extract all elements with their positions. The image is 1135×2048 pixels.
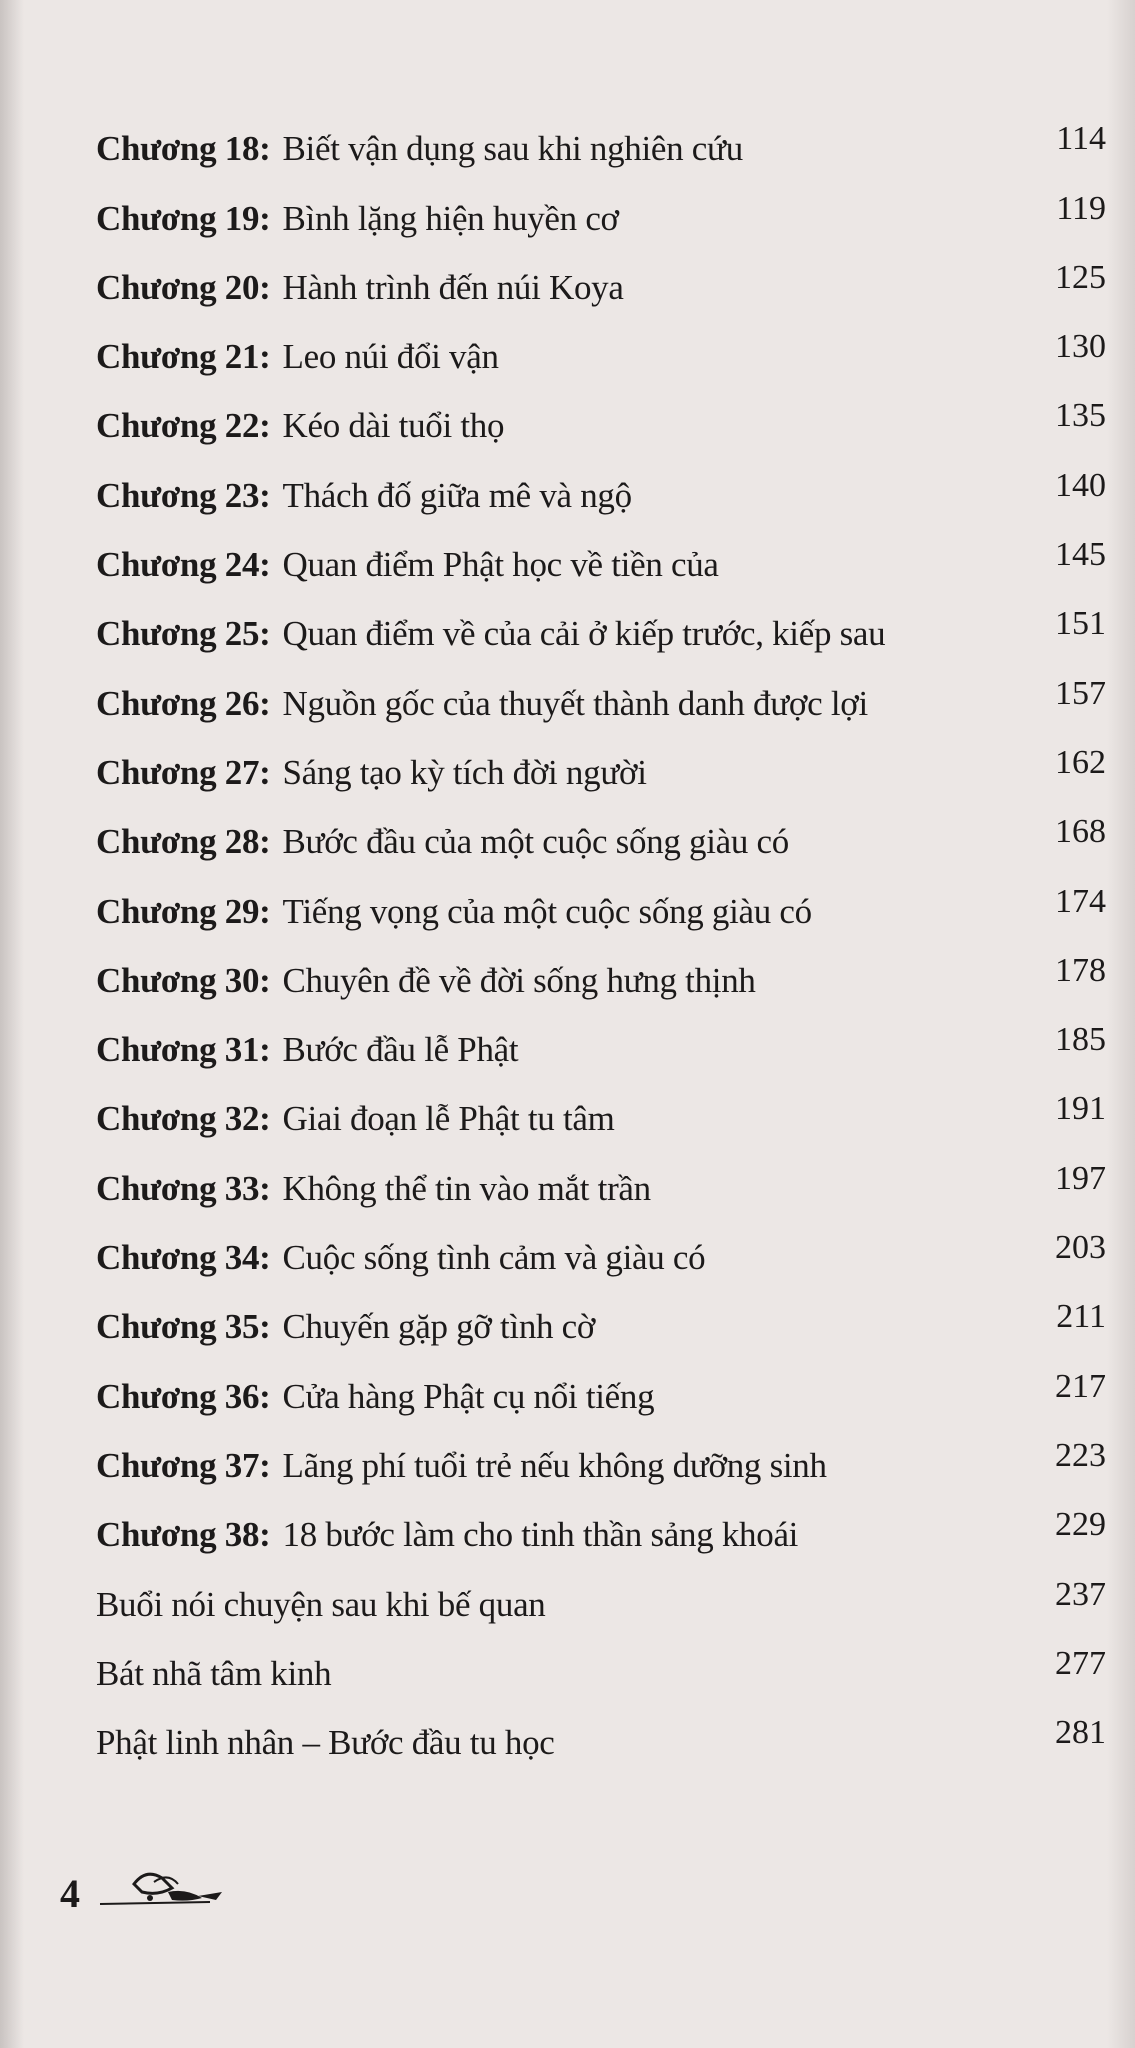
toc-entry-page-number: 178 (1055, 951, 1106, 989)
toc-entry-chapter-label: Chương 19: (96, 198, 271, 238)
toc-entry (96, 595, 1106, 664)
toc-entry-page-number: 174 (1055, 882, 1106, 920)
toc-entry-chapter-label: Chương 29: (96, 891, 271, 931)
toc-entry-title-text: Hành trình đến núi Koya (282, 267, 624, 307)
toc-entry-page-number: 203 (1055, 1229, 1106, 1267)
toc-entry (96, 1288, 1106, 1357)
toc-entry-page-number: 151 (1055, 605, 1106, 643)
toc-entry-title-text: Bước đầu lễ Phật (282, 1030, 519, 1070)
toc-entry-page-number: 145 (1055, 536, 1106, 574)
toc-entry-title (96, 1238, 705, 1278)
toc-entry-page-number: 191 (1055, 1090, 1106, 1128)
toc-entry-title-text: Chuyến gặp gỡ tình cờ (282, 1307, 596, 1347)
toc-entry-chapter-label: Chương 25: (96, 614, 271, 654)
toc-entry-title (96, 822, 789, 862)
toc-entry-title (96, 337, 499, 377)
toc-entry (96, 1219, 1106, 1288)
toc-entry-title-text: Phật linh nhân – Bước đầu tu học (96, 1723, 555, 1763)
toc-entry-title-text: Quan điểm Phật học về tiền của (282, 545, 719, 585)
toc-entry-title-text: Bình lặng hiện huyền cơ (282, 198, 619, 238)
toc-entry (96, 942, 1106, 1011)
toc-entry-chapter-label: Chương 30: (96, 960, 271, 1000)
toc-entry-title (96, 961, 756, 1001)
toc-entry-page-number: 217 (1055, 1367, 1106, 1405)
toc-entry-title (96, 129, 743, 169)
toc-entry-title-text: Lãng phí tuổi trẻ nếu không dưỡng sinh (282, 1445, 827, 1485)
toc-entry-title (96, 545, 719, 585)
toc-entry-title-text: Không thể tin vào mắt trần (282, 1168, 651, 1208)
toc-entry-title (96, 614, 885, 654)
table-of-contents (96, 110, 1106, 1773)
toc-entry-title-text: Chuyên đề về đời sống hưng thịnh (282, 960, 756, 1000)
toc-entry-title-text: Tiếng vọng của một cuộc sống giàu có (282, 891, 812, 931)
toc-entry-page-number: 237 (1055, 1575, 1106, 1613)
toc-entry-title-text: Thách đố giữa mê và ngộ (282, 475, 632, 515)
toc-entry-chapter-label: Chương 21: (96, 337, 271, 377)
toc-entry-chapter-label: Chương 20: (96, 267, 271, 307)
toc-entry (96, 1496, 1106, 1565)
toc-entry-title-text: Buổi nói chuyện sau khi bế quan (96, 1584, 546, 1624)
toc-entry-page-number: 130 (1055, 328, 1106, 366)
toc-entry-title (96, 406, 504, 446)
toc-entry-title (96, 684, 868, 724)
toc-entry (96, 664, 1106, 733)
toc-entry (96, 1635, 1106, 1704)
toc-entry (96, 1565, 1106, 1634)
toc-entry-page-number: 211 (1056, 1298, 1106, 1336)
toc-entry-chapter-label: Chương 31: (96, 1030, 271, 1070)
toc-entry-title-text: Cuộc sống tình cảm và giàu có (282, 1238, 706, 1278)
toc-entry (96, 249, 1106, 318)
toc-entry-title (96, 1099, 615, 1139)
toc-entry (96, 110, 1106, 179)
toc-entry-chapter-label: Chương 34: (96, 1238, 271, 1278)
toc-entry-title (96, 1723, 555, 1763)
toc-entry-title-text: Giai đoạn lễ Phật tu tâm (282, 1099, 615, 1139)
toc-entry (96, 734, 1106, 803)
toc-entry-chapter-label: Chương 38: (96, 1515, 271, 1555)
toc-entry (96, 1357, 1106, 1426)
toc-entry (96, 872, 1106, 941)
toc-entry-title (96, 476, 632, 516)
toc-entry-title (96, 1585, 546, 1625)
toc-entry (96, 1149, 1106, 1218)
toc-entry-chapter-label: Chương 26: (96, 683, 271, 723)
toc-entry-title-text: Kéo dài tuổi thọ (282, 406, 505, 446)
toc-entry-title-text: Nguồn gốc của thuyết thành danh được lợi (282, 683, 868, 723)
toc-entry-title-text: Bát nhã tâm kinh (96, 1653, 332, 1693)
toc-entry-title (96, 1654, 331, 1694)
toc-entry-title (96, 892, 812, 932)
toc-entry-title-text: Bước đầu của một cuộc sống giàu có (282, 822, 789, 862)
toc-entry (96, 456, 1106, 525)
page-edge-shadow-right (1107, 0, 1135, 2048)
toc-entry-page-number: 281 (1055, 1714, 1106, 1752)
toc-entry-title (96, 1446, 827, 1486)
toc-entry-title (96, 268, 624, 308)
toc-entry-title-text: Biết vận dụng sau khi nghiên cứu (282, 129, 743, 169)
toc-entry-title (96, 1169, 651, 1209)
toc-entry-chapter-label: Chương 18: (96, 129, 271, 169)
toc-entry-title-text: 18 bước làm cho tinh thần sảng khoái (282, 1515, 799, 1555)
toc-entry (96, 318, 1106, 387)
toc-entry-page-number: 162 (1055, 743, 1106, 781)
toc-entry-chapter-label: Chương 36: (96, 1376, 271, 1416)
toc-entry-title (96, 1030, 518, 1070)
toc-entry-title-text: Sáng tạo kỳ tích đời người (282, 752, 647, 792)
toc-entry-title (96, 1307, 595, 1347)
toc-entry-chapter-label: Chương 33: (96, 1168, 271, 1208)
toc-entry-chapter-label: Chương 23: (96, 475, 271, 515)
toc-entry (96, 1080, 1106, 1149)
page-number: 4 (60, 1871, 80, 1916)
toc-entry (96, 179, 1106, 248)
toc-entry-page-number: 140 (1055, 466, 1106, 504)
toc-entry-chapter-label: Chương 24: (96, 545, 271, 585)
toc-entry (96, 1427, 1106, 1496)
toc-entry-page-number: 157 (1055, 674, 1106, 712)
toc-entry-title-text: Quan điểm về của cải ở kiếp trước, kiếp sau (282, 614, 886, 654)
toc-entry-page-number: 197 (1055, 1159, 1106, 1197)
toc-entry-page-number: 223 (1055, 1436, 1106, 1474)
toc-entry-page-number: 229 (1055, 1506, 1106, 1544)
toc-entry-page-number: 168 (1055, 813, 1106, 851)
toc-entry-title (96, 1515, 798, 1555)
toc-entry-title-text: Cửa hàng Phật cụ nổi tiếng (282, 1376, 655, 1416)
toc-entry-chapter-label: Chương 32: (96, 1099, 271, 1139)
toc-entry-title (96, 753, 647, 793)
toc-entry-title (96, 1377, 654, 1417)
toc-entry-chapter-label: Chương 35: (96, 1307, 271, 1347)
toc-entry-page-number: 114 (1056, 120, 1106, 158)
brush-ornament-icon (98, 1858, 228, 1910)
toc-entry-page-number: 135 (1055, 397, 1106, 435)
toc-entry (96, 526, 1106, 595)
toc-entry-chapter-label: Chương 37: (96, 1445, 271, 1485)
toc-entry-chapter-label: Chương 22: (96, 406, 271, 446)
toc-entry (96, 387, 1106, 456)
toc-entry-page-number: 185 (1055, 1021, 1106, 1059)
toc-entry-chapter-label: Chương 27: (96, 752, 271, 792)
toc-entry-title-text: Leo núi đổi vận (282, 337, 499, 377)
toc-entry-title (96, 199, 619, 239)
toc-entry-page-number: 277 (1055, 1644, 1106, 1682)
toc-entry (96, 1011, 1106, 1080)
toc-entry-page-number: 125 (1055, 258, 1106, 296)
toc-entry (96, 803, 1106, 872)
toc-entry-chapter-label: Chương 28: (96, 822, 271, 862)
toc-entry (96, 1704, 1106, 1773)
toc-entry-page-number: 119 (1056, 189, 1106, 227)
page-edge-shadow-left (0, 0, 24, 2048)
